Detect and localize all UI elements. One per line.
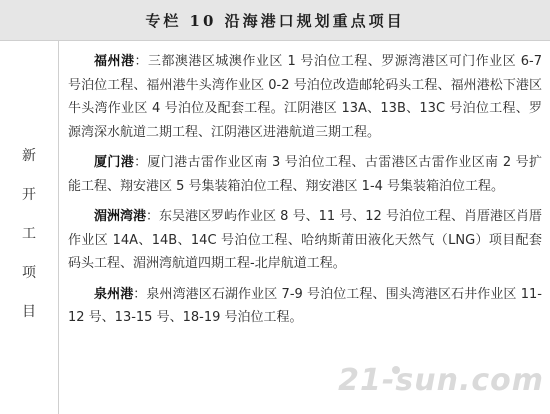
port-name: 泉州港	[94, 286, 134, 302]
port-projects: ：东吴港区罗屿作业区 8 号、11 号、12 号泊位工程、肖厝港区肖厝作业区 14A、14B、14C 号泊位工程、哈纳斯莆田液化天然气（LNG）项目配套码头工程、湄洲湾航道四期工程-北岸航道工程。	[68, 209, 542, 271]
port-paragraph-meizhouwan	[68, 205, 542, 276]
port-name: 厦门港	[94, 155, 135, 170]
port-paragraph-xiamen	[68, 151, 542, 198]
category-char: 项	[22, 265, 36, 281]
port-name: 福州港	[94, 54, 135, 69]
category-char: 新	[22, 148, 36, 164]
port-paragraph-quanzhou	[68, 283, 542, 330]
port-projects: ：厦门港古雷作业区南 3 号泊位工程、古雷港区古雷作业区南 2 号扩能工程、翔安港区 5 号集装箱泊位工程、翔安港区 1-4 号集装箱泊位工程。	[68, 155, 542, 194]
category-char: 开	[22, 187, 36, 203]
table-title: 专栏 10 沿海港口规划重点项目	[145, 11, 405, 30]
table-title-band	[0, 0, 550, 41]
port-projects: ：泉州湾港区石湖作业区 7-9 号泊位工程、围头湾港区石井作业区 11-12 号、13-15 号、18-19 号泊位工程。	[68, 286, 542, 325]
port-projects: ：三都澳港区城澳作业区 1 号泊位工程、罗源湾港区可门作业区 6-7 号泊位工程、福州港牛头湾作业区 0-2 号泊位改造邮轮码头工程、福州港松下港区牛头湾作业区 4 号泊位及配套工程。江阴港区 13A、13B、13C 号泊位工程、罗源湾深水航道二期工程、江阴港区进港航道三期工程。	[68, 54, 542, 140]
project-list	[68, 50, 542, 337]
port-name: 湄洲湾港	[94, 209, 147, 224]
category-char: 工	[22, 226, 36, 242]
category-column	[0, 41, 59, 414]
category-char: 目	[22, 304, 36, 320]
port-paragraph-fuzhou	[68, 50, 542, 144]
watermark-logo: 21-sun.com	[338, 363, 544, 398]
